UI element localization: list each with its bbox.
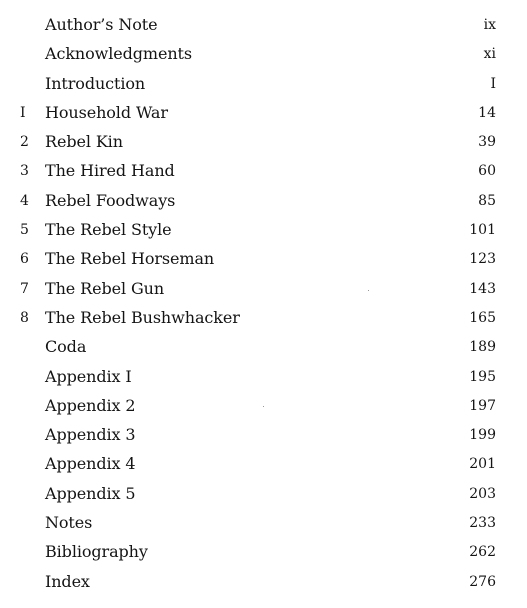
page-number: 233 (469, 515, 496, 532)
entry-title: Introduction (45, 73, 146, 93)
toc-entry-bibliography[interactable] (0, 540, 527, 569)
page-number: 197 (469, 397, 496, 414)
toc-entry-appendix-2[interactable] (0, 394, 527, 423)
entry-title: The Rebel Style (45, 220, 172, 240)
page-number: xi (483, 46, 496, 63)
toc-entry-chapter-8[interactable] (0, 306, 527, 335)
toc-entry-introduction[interactable] (0, 72, 527, 101)
entry-title: Rebel Kin (45, 132, 123, 152)
page-number: 143 (469, 280, 496, 297)
page-number: 199 (469, 427, 496, 444)
toc-entry-acknowledgments[interactable] (0, 42, 527, 71)
toc-entry-appendix-1[interactable] (0, 365, 527, 394)
chapter-number: 3 (20, 163, 29, 180)
page-number: 201 (469, 456, 496, 473)
page-number: 14 (478, 104, 496, 121)
chapter-number: 8 (20, 309, 29, 326)
chapter-number: 7 (20, 280, 29, 297)
entry-title: Appendix I (45, 366, 132, 386)
page-number: 165 (469, 309, 496, 326)
toc-entry-chapter-6[interactable] (0, 247, 527, 276)
toc-entry-appendix-3[interactable] (0, 423, 527, 452)
entry-title: The Rebel Gun (45, 278, 165, 298)
entry-title: Acknowledgments (45, 44, 193, 64)
entry-title: Appendix 2 (45, 395, 136, 415)
entry-title: The Rebel Horseman (45, 249, 215, 269)
entry-title: Author’s Note (45, 15, 158, 34)
toc-entry-appendix-5[interactable] (0, 482, 527, 511)
entry-title: Coda (45, 337, 87, 357)
table-of-contents (0, 13, 527, 599)
page-number: 195 (469, 368, 496, 385)
page-number: 203 (469, 485, 496, 502)
entry-title: Household War (45, 102, 168, 122)
entry-title: Appendix 4 (45, 454, 136, 474)
toc-entry-chapter-3[interactable] (0, 159, 527, 188)
toc-entry-chapter-4[interactable] (0, 189, 527, 218)
page-number: 101 (469, 222, 496, 239)
page-number: I (490, 75, 496, 92)
entry-title: Appendix 3 (45, 425, 136, 445)
entry-title: Appendix 5 (45, 483, 136, 503)
entry-title: The Hired Hand (45, 161, 175, 181)
chapter-number: 5 (20, 222, 29, 239)
toc-entry-chapter-2[interactable] (0, 130, 527, 159)
toc-entry-notes[interactable] (0, 511, 527, 540)
chapter-number: I (20, 104, 26, 121)
chapter-number: 6 (20, 251, 29, 268)
entry-title: The Rebel Bushwhacker (45, 307, 240, 327)
toc-entry-chapter-7[interactable] (0, 277, 527, 306)
toc-entry-chapter-1[interactable] (0, 101, 527, 130)
toc-entry-appendix-4[interactable] (0, 452, 527, 481)
toc-entry-index[interactable] (0, 570, 527, 599)
scan-speck (368, 290, 369, 291)
scan-speck (263, 406, 264, 407)
toc-entry-coda[interactable] (0, 335, 527, 364)
toc-entry-authors-note[interactable] (0, 13, 527, 42)
entry-title: Notes (45, 513, 93, 533)
toc-entry-chapter-5[interactable] (0, 218, 527, 247)
page-number: 39 (478, 134, 496, 151)
chapter-number: 2 (20, 134, 29, 151)
entry-title: Bibliography (45, 542, 148, 562)
entry-title: Index (45, 571, 90, 591)
page-number: 123 (469, 251, 496, 268)
page-number: 189 (469, 339, 496, 356)
page-number: 85 (478, 192, 496, 209)
chapter-number: 4 (20, 192, 29, 209)
page-number: 262 (469, 544, 496, 561)
page-number: 276 (469, 573, 496, 590)
page-number: 60 (478, 163, 496, 180)
page-number: ix (483, 17, 496, 33)
entry-title: Rebel Foodways (45, 190, 176, 210)
